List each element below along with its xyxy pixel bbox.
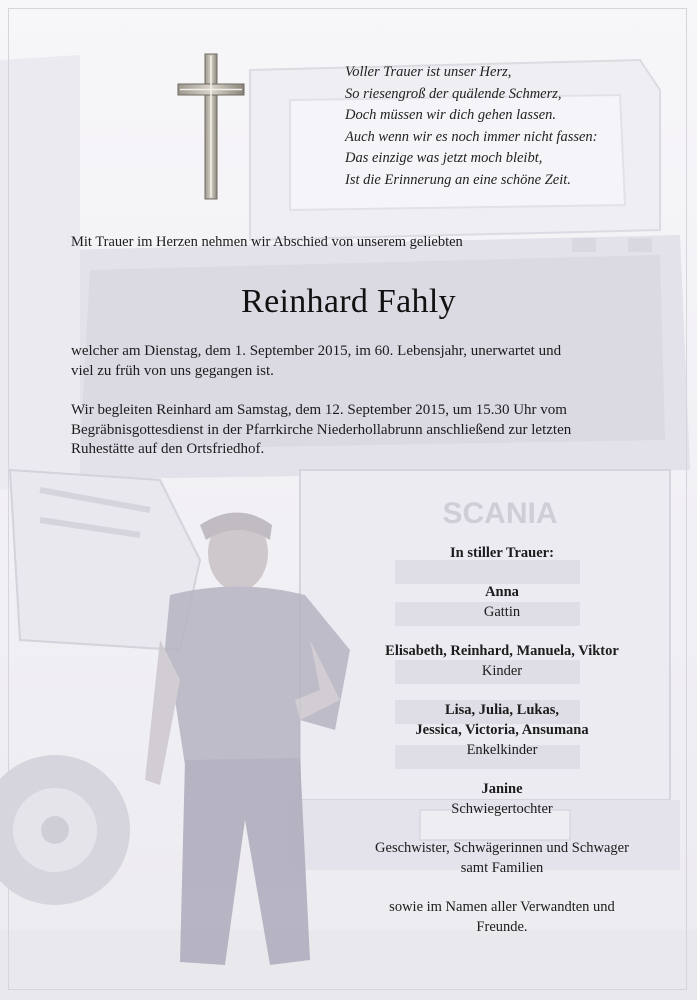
mourner-relation: sowie im Namen aller Verwandten und <box>389 899 615 915</box>
mourner-relation: Freunde. <box>476 919 528 935</box>
mourner-group <box>352 779 652 819</box>
poem-line: Das einzige was jetzt moch bleibt, <box>345 150 543 166</box>
poem-line: Doch müssen wir dich gehen lassen. <box>345 107 557 123</box>
deceased-name: Reinhard Fahly <box>241 283 456 320</box>
mourner-relation: Geschwister, Schwägerinnen und Schwager <box>375 840 629 856</box>
mourners-list <box>352 543 652 956</box>
mourner-names: Jessica, Victoria, Ansumana <box>415 722 589 738</box>
cross-icon <box>176 52 246 202</box>
poem-line: Auch wenn wir es noch immer nicht fassen: <box>345 128 598 145</box>
mourner-relation: samt Familien <box>460 860 544 876</box>
scania-lettering: SCANIA <box>442 497 558 530</box>
intro-text: Mit Trauer im Herzen nehmen wir Abschied von unserem geliebten <box>71 234 463 250</box>
death-announcement <box>71 342 631 381</box>
poem-line: So riesengroß der quälende Schmerz, <box>345 85 562 102</box>
paragraph-line: Ruhestätte auf den Ortsfriedhof. <box>71 441 265 457</box>
mourner-relation: Enkelkinder <box>466 742 538 758</box>
mourner-group <box>352 838 652 878</box>
funeral-details <box>71 401 631 460</box>
mourner-group <box>352 700 652 760</box>
mourners-heading: In stiller Trauer: <box>450 545 554 561</box>
mourner-relation: Gattin <box>483 604 521 620</box>
paragraph-line: Begräbnisgottesdienst in der Pfarrkirche Niederhollabrunn anschließend zur letzten <box>71 421 572 438</box>
paragraph-line: Wir begleiten Reinhard am Samstag, dem 12. September 2015, um 15.30 Uhr vom <box>71 402 567 418</box>
poem-line: Ist die Erinnerung an eine schöne Zeit. <box>345 171 571 188</box>
mourner-relation: Kinder <box>481 663 523 679</box>
mourner-group <box>352 582 652 622</box>
poem-line: Voller Trauer ist unser Herz, <box>345 64 512 80</box>
mourner-group <box>352 641 652 681</box>
paragraph-line: viel zu früh von uns gegangen ist. <box>71 362 274 379</box>
mourner-names: Lisa, Julia, Lukas, <box>444 702 560 718</box>
mourner-relation: Schwiegertochter <box>451 801 553 817</box>
mourner-names: Janine <box>481 781 523 797</box>
mourner-names: Elisabeth, Reinhard, Manuela, Viktor <box>385 643 619 659</box>
mourner-names: Anna <box>485 584 519 600</box>
mourner-group <box>352 897 652 937</box>
paragraph-line: welcher am Dienstag, dem 1. September 2015, im 60. Lebensjahr, unerwartet und <box>71 343 562 359</box>
poem <box>345 62 675 191</box>
